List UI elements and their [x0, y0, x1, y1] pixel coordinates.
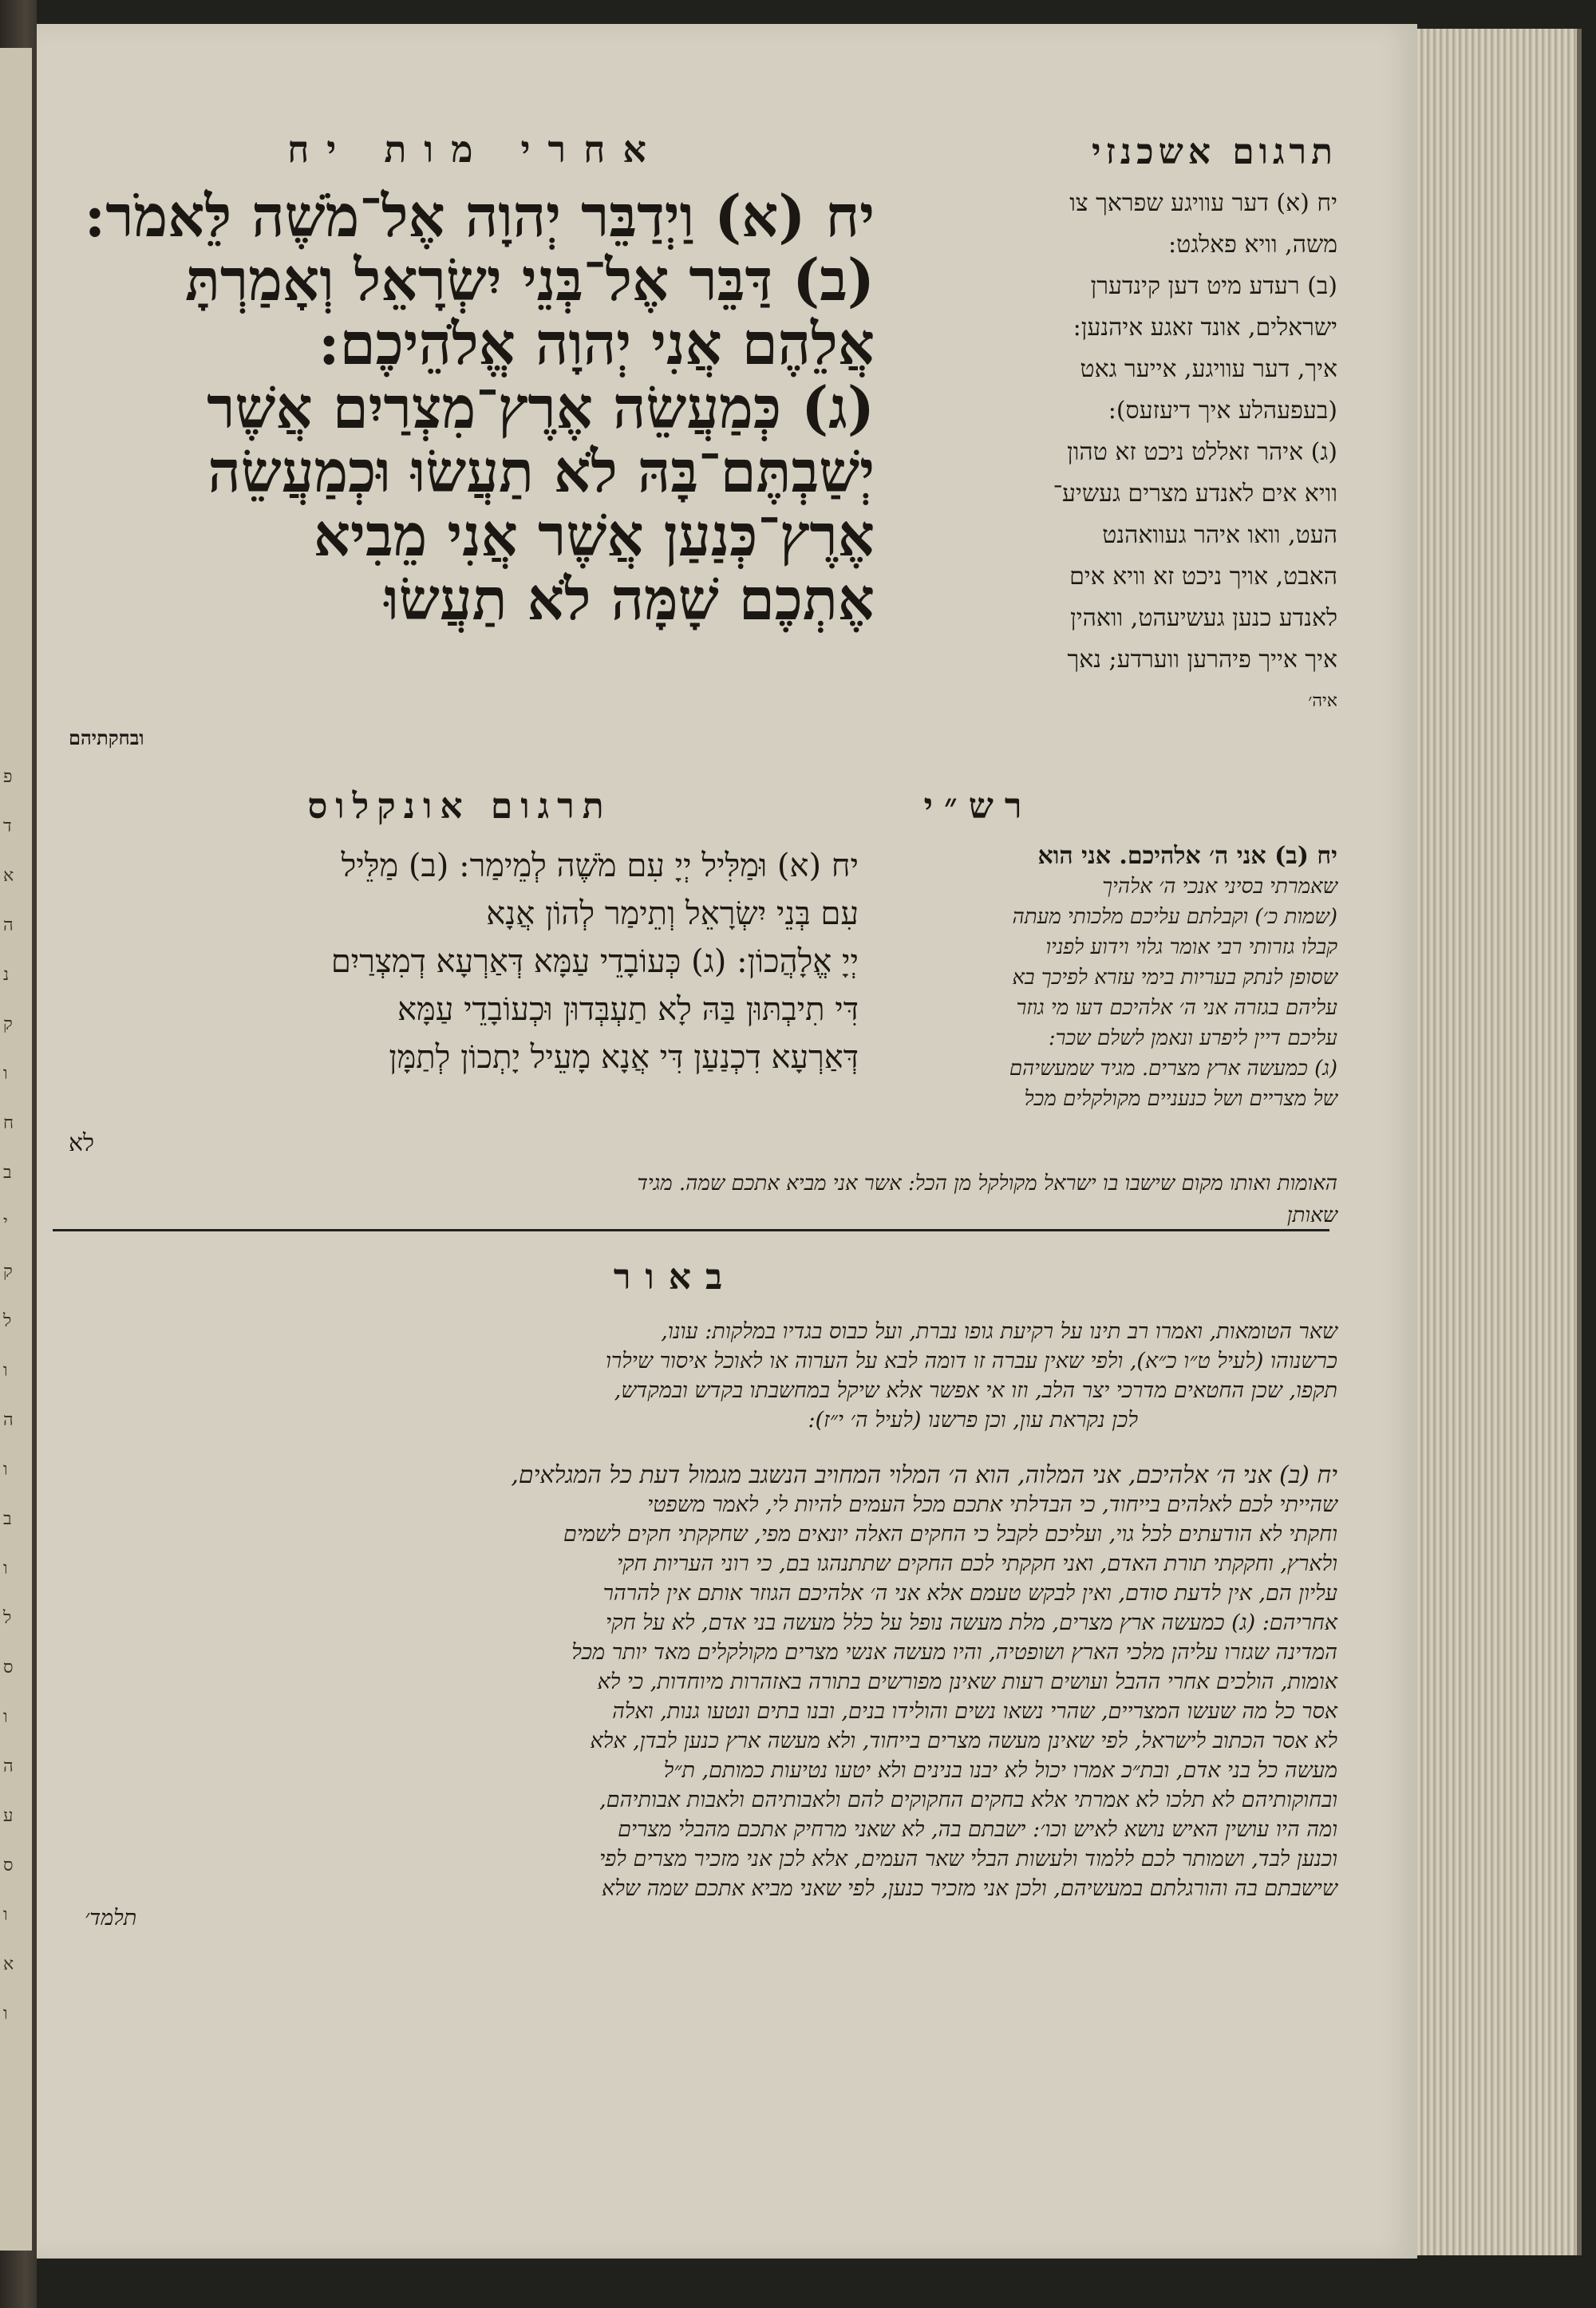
- ashkenazi-line: האבט, אויך ניכט זא וויא אים: [1069, 563, 1337, 591]
- previous-page-letter: ו: [3, 2004, 8, 2024]
- rashi-column: [667, 842, 1337, 1119]
- rashi-line: שאמרתי בסיני אנכי ה׳ אלהיך: [1102, 875, 1337, 899]
- biur-line: וכנען לבד, ושמותר לכם ללמוד ולעשות הבלי שאר העמים, אלא לכן אני מזכיר מצרים לפי: [599, 1847, 1337, 1871]
- biur-line: ומה היו עושין האיש נושא לאיש וכו׳: ישבתם בה, לא שאני מרחיק אתכם מהבלי מצרים: [618, 1817, 1337, 1842]
- biur-line: עליון הם, אין לדעת סודם, ואין לבקש טעמם אלא אני ה׳ אלהיכם הגוזר אותם אין להרהר: [602, 1581, 1337, 1606]
- ashkenazi-line: העט, וואו איהר געוואהנט: [1102, 521, 1337, 549]
- previous-page-letter: ה: [3, 1757, 14, 1776]
- torah-line: (ג) כְּמַעֲשֵׂה אֶרֶץ־מִצְרַיִם אֲשֶׁר: [207, 373, 875, 441]
- previous-page-letter: ו: [3, 1707, 8, 1727]
- torah-line: אֲלֵהֶם אֲנִי יְהוָה אֱלֹהֵיכֶם:: [318, 310, 875, 377]
- ashkenazi-line: לאנדע כנען געשיעהט, וואהין: [1070, 604, 1337, 632]
- biur-line: אסר כל מה שעשו המצריים, שהרי נשאו נשים והולידו בנים, ובנו בתים ונטעו גנות, ואלה: [612, 1699, 1337, 1724]
- rashi-line: של מצריים ושל כנעניים מקולקלים מכל: [1024, 1087, 1337, 1111]
- header-acharei-mot: אחרי מות יח: [287, 128, 664, 171]
- previous-page-letter: ק: [3, 1262, 13, 1282]
- previous-page-letter: ו: [3, 1905, 8, 1925]
- rashi-line-wide: האומות ואותו מקום שישבו בו ישראל מקולקל מן הכל: אשר אני מביא אתכם שמה. מגיד: [637, 1172, 1337, 1195]
- page-block-edge: [1417, 29, 1582, 2255]
- section-divider: [53, 1229, 1329, 1231]
- ashkenazi-line: יח (א) דער עוויגע שפראך צו: [1069, 189, 1337, 217]
- book-page: [37, 24, 1417, 2259]
- onkelos-line: יח (א) וּמַלִּיל יְיָ עִם מֹשֶׁה לְמֵימַר: (ב) מַלֵּיל: [341, 848, 859, 884]
- ashkenazi-line: (ג) איהר זאללט ניכט זא טהון: [1067, 438, 1337, 466]
- torah-line: יְשַׁבְתֶּם־בָּהּ לֹא תַעֲשׂוּ וּכְמַעֲשֵׂה: [207, 437, 875, 505]
- biur-line: לכן נקראת עון, וכן פרשנו (לעיל ה׳ י״ז):: [808, 1408, 1138, 1433]
- biur-main-block: [61, 1461, 1337, 1937]
- biur-line: וחקתי לא הודעתים לכל גוי, ועליכם לקבל כי החקים האלה יונאים מפי, שחקקתי חקים לשמים: [563, 1522, 1337, 1547]
- header-targum-ashkenazi: תרגום אשכנזי: [1091, 132, 1337, 172]
- previous-page-letter: ע: [3, 1806, 14, 1826]
- torah-line: (ב) דַּבֵּר אֶל־בְּנֵי יִשְׂרָאֵל וְאָמַרְתָּ: [185, 246, 875, 314]
- rashi-line: עליהם בגזרה אני ה׳ אלהיכם דעו מי גוזר: [1016, 996, 1337, 1020]
- previous-page-letter: ס: [3, 1658, 14, 1678]
- onkelos-line: יְיָ אֱלָהֲכוֹן: (ג) כְּעוֹבָדֵי עַמָּא דְּאַרְעָא דְמִצְרַיִם: [330, 943, 859, 980]
- biur-line: כרשנוהו (לעיל ט״ו כ״א), ולפי שאין עברה זו דומה לבא על הערוה או לאוכל איסור שילרו: [606, 1349, 1337, 1373]
- header-biur: באור: [613, 1257, 737, 1298]
- biur-line: שישבתם בה והורגלתם במעשיהם, ולכן אני מזכיר כנען, לפי שאני מביא אתכם שמה שלא: [602, 1876, 1337, 1901]
- ashkenazi-line: איך אייך פיהרען ווערדע; נאך: [1067, 646, 1337, 674]
- onkelos-line: דְּאַרְעָא דִכְנַעַן דִּי אֲנָא מָעֵיל יָתְכוֹן לְתַמָּן: [389, 1039, 859, 1076]
- biur-line: תלמד׳: [85, 1906, 137, 1931]
- previous-page-letter: א: [3, 866, 14, 886]
- rashi-line: עליכם דיין ליפרע ונאמן לשלם שכר:: [1048, 1026, 1337, 1050]
- torah-line: יח (א) וַיְדַבֵּר יְהוָה אֶל־מֹשֶׁה לֵּאמֹר:: [84, 182, 875, 250]
- previous-page-edge: [0, 48, 32, 2251]
- previous-page-letter: ו: [3, 1460, 8, 1480]
- previous-page-letter: ל: [3, 1608, 12, 1628]
- ashkenazi-line: איך, דער עוויגע, אייער גאט: [1080, 355, 1337, 383]
- previous-page-letter: ק: [3, 1014, 13, 1034]
- rashi-line: יח (ב) אני ה׳ אלהיכם. אני הוא: [1037, 842, 1337, 870]
- previous-page-letter: ב: [3, 1509, 12, 1529]
- biur-line: יח (ב) אני ה׳ אלהיכם, אני המלוה, הוא ה׳ המלוי המחויב הנשגב מגמול דעת כל המגלאים,: [511, 1461, 1337, 1489]
- biur-line: מעשה כל בני אדם, ובת״כ אמרו יכול לא יבנו בנינים ולא יטעו נטיעות כמותם, ת״ל: [663, 1758, 1337, 1783]
- previous-page-letter: א: [3, 1954, 14, 1974]
- ashkenazi-line: (ב) רעדע מיט דען קינדערן: [1090, 272, 1337, 300]
- ashkenazi-line: איה׳: [1308, 691, 1337, 711]
- ashkenazi-line: (בעפעהלע איך דיעזעס):: [1108, 397, 1337, 425]
- torah-line: אֶרֶץ־כְּנַעַן אֲשֶׁר אֲנִי מֵבִיא: [313, 501, 875, 569]
- header-targum-onkelos: תרגום אונקלוס: [307, 786, 612, 827]
- previous-page-letter: י: [3, 1212, 8, 1232]
- previous-page-letter: ל: [3, 1311, 12, 1331]
- biur-line: ובחוקותיהם לא תלכו לא אמרתי אלא בחקים החקוקים להם ולאבותיהם ולאבות אבותיהם,: [599, 1788, 1337, 1812]
- torah-line: אֶתְכֶם שָׁמָּה לֹא תַעֲשׂוּ: [384, 565, 875, 633]
- rashi-line: קבלו גזרותי רבי אומר גלוי וידוע לפניו: [1045, 935, 1337, 959]
- rashi-line: שסופן לנתק בעריות בימי עזרא לפיכך בא: [1012, 966, 1337, 990]
- ashkenazi-line: וויא אים לאנדע מצרים געשיע־: [1053, 480, 1337, 508]
- catchword-torah: ובחקתיהם: [69, 726, 144, 749]
- previous-page-letter: ס: [3, 1855, 14, 1875]
- biur-line: ולארץ, וחקקתי תורת האדם, ואני חקקתי לכם החקים שתתנהגו בם, כי רוני העריות חקי: [617, 1551, 1337, 1576]
- rashi-line: (ג) כמעשה ארץ מצרים. מגיד שמעשיהם: [1009, 1057, 1337, 1081]
- biur-line: אחריהם: (ג) כמעשה ארץ מצרים, מלת מעשה נופל על כלל מעשה בני אדם, לא על חקי: [606, 1610, 1337, 1635]
- previous-page-letter: ה: [3, 1410, 14, 1430]
- onkelos-line: עִם בְּנֵי יִשְׂרָאֵל וְתֵימַר לְהוֹן אֲנָא: [486, 895, 859, 932]
- biur-line: אומות, הולכים אחרי ההבל ועושים רעות שאינן מפורשים בתורה באזהרות מיוחדות, כי לא: [597, 1670, 1337, 1694]
- previous-page-letter: ב: [3, 1163, 12, 1183]
- rashi-line: (שמות כ׳) וקבלתם עליכם מלכותי מעתה: [1012, 905, 1337, 929]
- rashi-line-catchword: שאותן: [1286, 1203, 1337, 1227]
- previous-page-letter: פ: [3, 767, 13, 787]
- previous-page-letter: ד: [3, 816, 12, 836]
- previous-page-letter: ו: [3, 1064, 8, 1084]
- previous-page-letter: ה: [3, 915, 14, 935]
- onkelos-line: דִּי תִיבְתּוּן בַּהּ לָא תַעְבְּדוּן וּכְעוֹבָדֵי עַמָּא: [397, 991, 859, 1028]
- previous-page-letter: ו: [3, 1559, 8, 1579]
- biur-top-block: [61, 1321, 1337, 1439]
- biur-line: המדינה שגזרו עליהן מלכי הארץ ושופטיה, והיו מעשה אנשי מצרים מקולקלים מאד יותר מכל: [571, 1640, 1337, 1665]
- ashkenazi-line: ישראלים, אונד זאגע איהנען:: [1073, 314, 1337, 342]
- biur-line: שהייתי לכם לאלהים בייחוד, כי הבדלתי אתכם מכל העמים להיות לי, לאמר משפטי: [647, 1492, 1337, 1517]
- ashkenazi-line: משה, וויא פאלגט:: [1168, 231, 1337, 259]
- biur-line: תקפו, שכן החטאים מדרכי יצר הלב, וזו אי אפשר אלא שיקל במחשבתו בקדש ובמקדש,: [614, 1378, 1337, 1403]
- previous-page-letter: ו: [3, 1361, 8, 1381]
- biur-line: לא אסר הכתוב לישראל, לפי שאינן מעשה מצרים בייחוד, ולא מעשה ארץ כנען לבדן, אלא: [590, 1729, 1337, 1753]
- previous-page-letter: ח: [3, 1113, 14, 1133]
- previous-page-letter: נ: [3, 965, 10, 985]
- catchword-onkelos: לא: [69, 1129, 95, 1157]
- biur-line: שאר הטומאות, ואמרו רב תינו על רקיעת גופו נברת, ועל כבוס בגדיו במלקות: עונו,: [661, 1319, 1337, 1344]
- ashkenazi-column: [747, 189, 1337, 731]
- header-rashi: רש״י: [923, 786, 1033, 827]
